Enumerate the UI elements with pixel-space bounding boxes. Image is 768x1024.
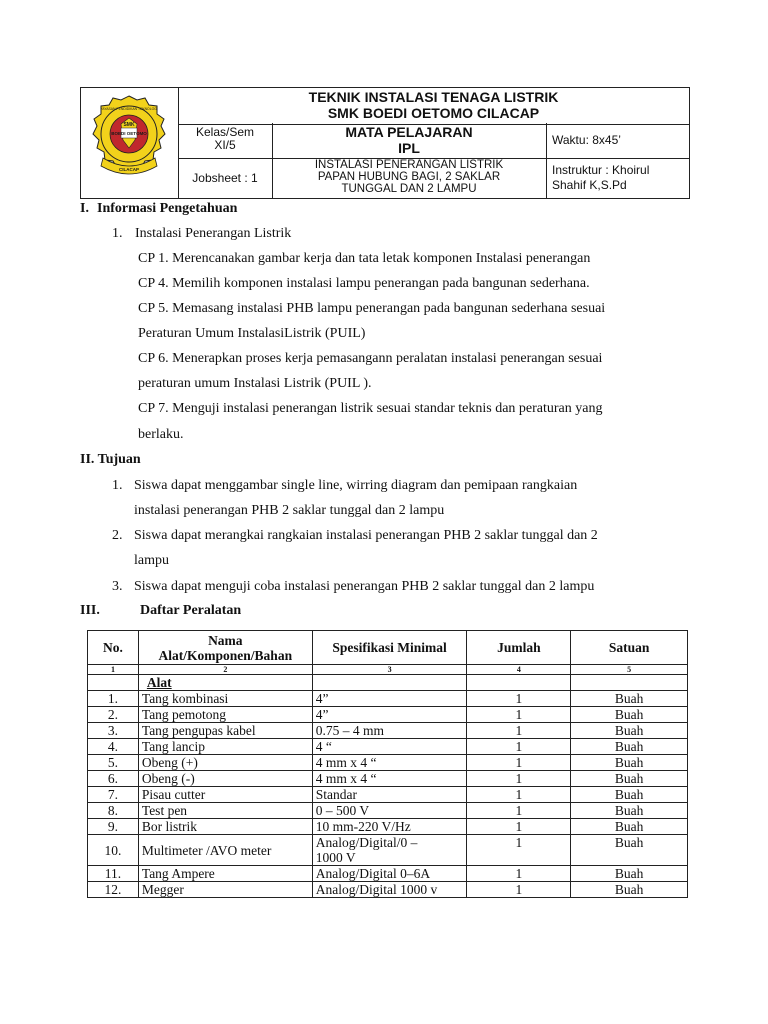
row-no: 3. — [88, 723, 139, 739]
subject-label: MATA PELAJARAN — [345, 124, 473, 140]
col-number: 2 — [138, 665, 312, 675]
section1-number: I. — [80, 201, 89, 216]
row-spec-line1: Analog/Digital/0 – — [315, 835, 418, 850]
goal-3-number: 3. — [112, 579, 123, 594]
col-header-qty: Jumlah — [467, 631, 571, 665]
col-header-name-line1: Nama — [208, 632, 243, 648]
section3-heading: Daftar Peralatan — [140, 603, 242, 618]
equipment-table — [87, 630, 688, 898]
row-spec: 4 mm x 4 “ — [312, 771, 467, 787]
instructor-cell — [546, 158, 689, 203]
row-name: Megger — [138, 882, 312, 898]
col-number: 5 — [571, 665, 688, 675]
row-no: 4. — [88, 739, 139, 755]
column-number-row — [88, 665, 688, 675]
header-title-line1: TEKNIK INSTALASI TENAGA LISTRIK — [308, 89, 559, 105]
col-header-no: No. — [88, 631, 139, 665]
row-name: Pisau cutter — [138, 787, 312, 803]
row-qty: 1 — [467, 707, 571, 723]
row-unit: Buah — [571, 755, 688, 771]
row-no: 7. — [88, 787, 139, 803]
goal-1-line1: Siswa dapat menggambar single line, wirring diagram dan pemipaan rangkaian — [134, 478, 578, 493]
row-unit: Buah — [571, 866, 688, 882]
col-header-unit: Satuan — [571, 631, 688, 665]
document-header — [80, 87, 690, 199]
table-row — [88, 691, 688, 707]
subject-value: IPL — [398, 140, 420, 156]
logo-abbr: SMK — [123, 122, 135, 128]
row-spec: 4 “ — [312, 739, 467, 755]
row-qty: 1 — [467, 866, 571, 882]
group-row — [88, 675, 688, 691]
row-unit: Buah — [571, 882, 688, 898]
table-row — [88, 771, 688, 787]
row-unit: Buah — [571, 787, 688, 803]
section1-heading: Informasi Pengetahuan — [97, 201, 238, 216]
row-spec-line2: 1000 V — [315, 850, 356, 865]
table-row — [88, 739, 688, 755]
row-no: 6. — [88, 771, 139, 787]
row-name: Obeng (-) — [138, 771, 312, 787]
row-unit: Buah — [571, 723, 688, 739]
table-row — [88, 787, 688, 803]
table-row — [88, 803, 688, 819]
section1-item-number: 1. — [112, 226, 123, 241]
row-unit: Buah — [571, 803, 688, 819]
row-spec: Analog/Digital 1000 v — [312, 882, 467, 898]
row-unit: Buah — [571, 771, 688, 787]
table-header-row — [88, 631, 688, 665]
row-spec: 4” — [312, 707, 467, 723]
row-no: 1. — [88, 691, 139, 707]
job-title-line2: PAPAN HUBUNG BAGI, 2 SAKLAR — [317, 171, 501, 183]
subject-cell — [272, 123, 547, 159]
goal-3-line1: Siswa dapat menguji coba instalasi penerangan PHB 2 saklar tunggal dan 2 lampu — [134, 579, 595, 594]
goal-1-line2: instalasi penerangan PHB 2 saklar tunggal dan 2 lampu — [134, 503, 445, 518]
cp7-line: CP 7. Menguji instalasi penerangan listrik sesuai standar teknis dan peraturan yang — [138, 401, 603, 416]
row-name: Tang kombinasi — [138, 691, 312, 707]
row-no: 12. — [88, 882, 139, 898]
row-name: Tang lancip — [138, 739, 312, 755]
row-qty: 1 — [467, 819, 571, 835]
table-row — [88, 723, 688, 739]
row-no: 8. — [88, 803, 139, 819]
goal-2-line1: Siswa dapat merangkai rangkaian instalasi penerangan PHB 2 saklar tunggal dan 2 — [134, 528, 598, 543]
instructor-line1: Instruktur : Khoirul — [552, 163, 650, 177]
jobsheet-cell: Jobsheet : 1 — [178, 158, 273, 198]
row-qty: 1 — [467, 723, 571, 739]
col-header-name — [138, 631, 312, 665]
row-qty: 1 — [467, 835, 571, 866]
class-cell — [178, 123, 273, 161]
class-value: XI/5 — [214, 138, 236, 152]
goal-1-number: 1. — [112, 478, 123, 493]
row-unit: Buah — [571, 835, 688, 866]
row-spec: 0 – 500 V — [312, 803, 467, 819]
row-name: Test pen — [138, 803, 312, 819]
row-spec: 0.75 – 4 mm — [312, 723, 467, 739]
cp7-line-cont: berlaku. — [138, 427, 184, 442]
row-unit: Buah — [571, 739, 688, 755]
row-spec: Standar — [312, 787, 467, 803]
table-row — [88, 819, 688, 835]
cp4-line: CP 4. Memilih komponen instalasi lampu penerangan pada bangunan sederhana. — [138, 276, 590, 291]
logo-name: BOEDI OETOMO — [111, 131, 147, 136]
job-title-cell — [272, 158, 547, 199]
row-spec: 4” — [312, 691, 467, 707]
row-no: 2. — [88, 707, 139, 723]
header-row-2 — [178, 123, 689, 159]
table-row — [88, 755, 688, 771]
goal-2-number: 2. — [112, 528, 123, 543]
row-unit: Buah — [571, 691, 688, 707]
cp6-line-cont: peraturan umum Instalasi Listrik (PUIL ). — [138, 376, 372, 391]
row-name: Tang pemotong — [138, 707, 312, 723]
row-name: Tang Ampere — [138, 866, 312, 882]
group-label: Alat — [138, 675, 312, 691]
col-header-name-line2: Alat/Komponen/Bahan — [158, 647, 293, 663]
table-row — [88, 707, 688, 723]
goal-2-line2: lampu — [134, 553, 169, 568]
row-name: Tang pengupas kabel — [138, 723, 312, 739]
instructor-line2: Shahif K,S.Pd — [552, 178, 627, 192]
logo-bottom-text: CILACAP — [119, 167, 139, 172]
row-no: 9. — [88, 819, 139, 835]
section1-item: Instalasi Penerangan Listrik — [135, 226, 292, 241]
header-title — [178, 88, 689, 125]
row-qty: 1 — [467, 803, 571, 819]
time-cell: Waktu: 8x45’ — [552, 133, 621, 147]
row-qty: 1 — [467, 691, 571, 707]
row-qty: 1 — [467, 787, 571, 803]
row-spec: 10 mm-220 V/Hz — [312, 819, 467, 835]
school-logo — [85, 92, 173, 192]
section3-number: III. — [80, 603, 100, 618]
row-no: 10. — [88, 835, 139, 866]
col-header-spec: Spesifikasi Minimal — [312, 631, 467, 665]
row-unit: Buah — [571, 707, 688, 723]
header-row-3 — [178, 158, 689, 198]
row-qty: 1 — [467, 739, 571, 755]
col-number: 1 — [88, 665, 139, 675]
row-qty: 1 — [467, 755, 571, 771]
cp6-line: CP 6. Menerapkan proses kerja pemasangann peralatan instalasi penerangan sesuai — [138, 351, 603, 366]
col-number: 3 — [312, 665, 467, 675]
table-row — [88, 835, 688, 866]
row-spec: 4 mm x 4 “ — [312, 755, 467, 771]
job-title-line1: INSTALASI PENERANGAN LISTRIK — [314, 159, 504, 171]
col-number: 4 — [467, 665, 571, 675]
cp5-line-cont: Peraturan Umum InstalasiListrik (PUIL) — [138, 326, 366, 341]
row-name: Obeng (+) — [138, 755, 312, 771]
row-no: 5. — [88, 755, 139, 771]
class-label: Kelas/Sem — [195, 125, 255, 139]
section2-heading: II. Tujuan — [80, 452, 141, 467]
cp1-line: CP 1. Merencanakan gambar kerja dan tata letak komponen Instalasi penerangan — [138, 251, 591, 266]
header-title-line2: SMK BOEDI OETOMO CILACAP — [327, 105, 540, 121]
row-unit: Buah — [571, 819, 688, 835]
row-qty: 1 — [467, 882, 571, 898]
cp5-line: CP 5. Memasang instalasi PHB lampu penerangan pada bangunan sederhana sesuai — [138, 301, 606, 316]
row-spec: Analog/Digital 0–6A — [312, 866, 467, 882]
row-name: Multimeter /AVO meter — [138, 835, 312, 866]
row-qty: 1 — [467, 771, 571, 787]
table-row — [88, 882, 688, 898]
logo-top-text: YAYASAN PENDIDIKAN TEKNOLOGI — [100, 107, 158, 111]
row-no: 11. — [88, 866, 139, 882]
row-name: Bor listrik — [138, 819, 312, 835]
row-spec — [312, 835, 467, 866]
job-title-line3: TUNGGAL DAN 2 LAMPU — [341, 183, 477, 195]
logo-cell — [81, 88, 179, 198]
table-row — [88, 866, 688, 882]
